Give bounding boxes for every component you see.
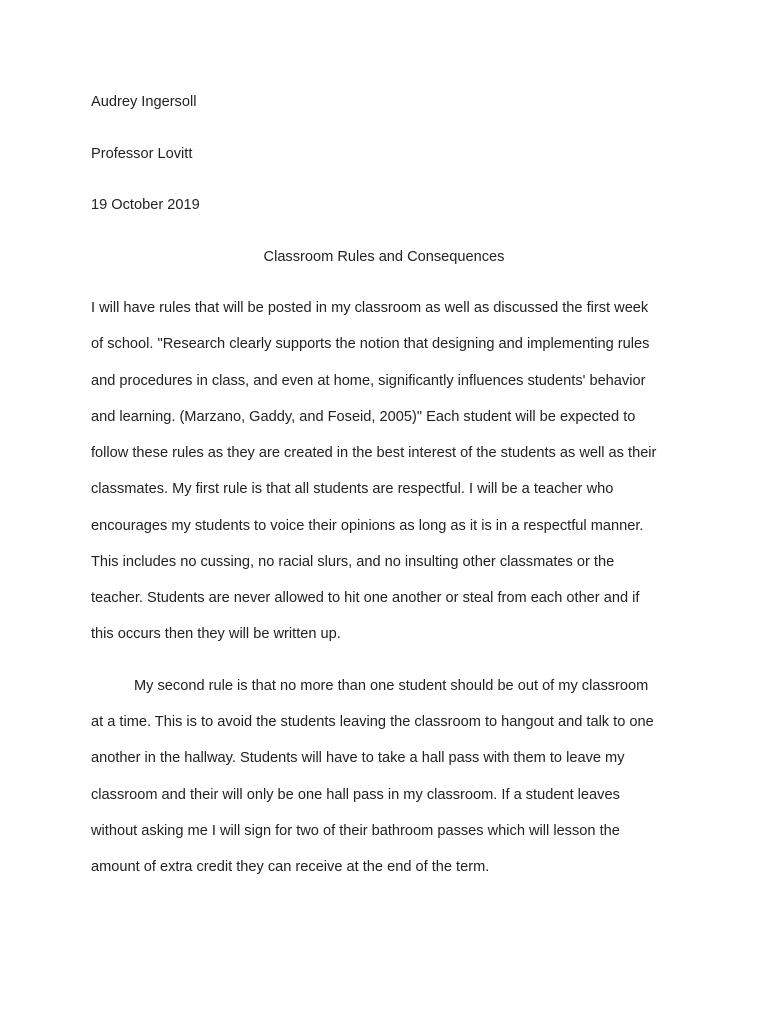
paragraph-line: encourages my students to voice their opinions as long as it is in a respectful manner. bbox=[91, 518, 644, 534]
instructor-name: Professor Lovitt bbox=[91, 146, 193, 162]
paragraph-line: follow these rules as they are created in the best interest of the students as well as their bbox=[91, 445, 657, 461]
paragraph-line: classroom and their will only be one hall pass in my classroom. If a student leaves bbox=[91, 787, 620, 803]
paragraph-line: teacher. Students are never allowed to hit one another or steal from each other and if bbox=[91, 590, 640, 606]
author-name: Audrey Ingersoll bbox=[91, 94, 197, 110]
paragraph-line: This includes no cussing, no racial slurs, and no insulting other classmates or the bbox=[91, 554, 615, 570]
paragraph-line: and procedures in class, and even at home, significantly influences students' behavior bbox=[91, 373, 646, 389]
paragraph-line: classmates. My first rule is that all students are respectful. I will be a teacher who bbox=[91, 481, 614, 497]
paragraph-line: without asking me I will sign for two of their bathroom passes which will lesson the bbox=[91, 823, 620, 839]
document-title: Classroom Rules and Consequences bbox=[263, 249, 505, 265]
paragraph-line: of school. "Research clearly supports the notion that designing and implementing rules bbox=[91, 336, 650, 352]
paragraph-line: this occurs then they will be written up. bbox=[91, 626, 341, 642]
paragraph-line: and learning. (Marzano, Gaddy, and Foseid, 2005)" Each student will be expected to bbox=[91, 409, 636, 425]
document-date: 19 October 2019 bbox=[91, 197, 200, 213]
paragraph-line: amount of extra credit they can receive at the end of the term. bbox=[91, 859, 490, 875]
paragraph-line: another in the hallway. Students will have to take a hall pass with them to leave my bbox=[91, 750, 625, 766]
paragraph-line: at a time. This is to avoid the students leaving the classroom to hangout and talk to one bbox=[91, 714, 654, 730]
paragraph-line: My second rule is that no more than one student should be out of my classroom bbox=[134, 678, 649, 694]
paragraph-line: I will have rules that will be posted in my classroom as well as discussed the first week bbox=[91, 300, 649, 316]
